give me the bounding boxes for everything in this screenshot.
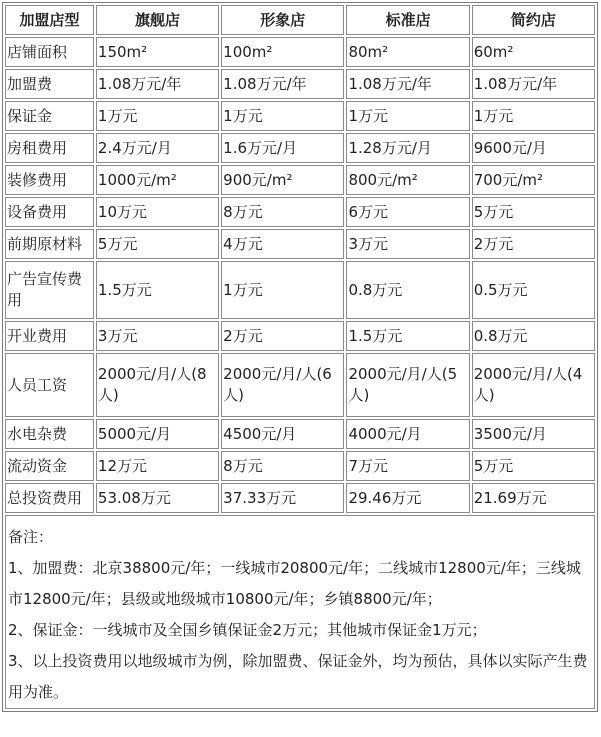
table-cell: 9600元/月	[472, 133, 595, 163]
table-cell: 21.69万元	[472, 483, 595, 513]
table-cell: 1.5万元	[346, 321, 469, 351]
table-row	[5, 261, 595, 319]
row-label: 开业费用	[5, 321, 94, 351]
note-item: 3、以上投资费用以地级城市为例，除加盟费、保证金外，均为预估，具体以实际产生费用为准。	[8, 652, 588, 701]
table-cell: 5万元	[472, 451, 595, 481]
table-cell: 1万元	[221, 261, 344, 319]
row-label: 广告宣传费用	[5, 261, 94, 319]
row-label: 保证金	[5, 101, 94, 131]
table-cell: 1.08万元/年	[346, 69, 469, 99]
row-label: 流动资金	[5, 451, 94, 481]
note-item: 1、加盟费：北京38800元/年；一线城市20800元/年；二线城市12800元/年；三线城市12800元/年；县级或地级城市10800元/年；乡镇8800元/年；	[8, 559, 581, 608]
header-cell-store-type: 加盟店型	[5, 5, 94, 35]
table-cell: 100m²	[221, 37, 344, 67]
table-row	[5, 483, 595, 513]
notes-heading: 备注：	[8, 528, 54, 546]
row-label: 加盟费	[5, 69, 94, 99]
table-cell: 2000元/月/人(5人)	[346, 353, 469, 417]
table-cell: 1.6万元/月	[221, 133, 344, 163]
table-cell: 4500元/月	[221, 419, 344, 449]
table-cell: 150m²	[96, 37, 219, 67]
table-cell: 1万元	[96, 101, 219, 131]
table-cell: 12万元	[96, 451, 219, 481]
header-cell-image: 形象店	[221, 5, 344, 35]
table-cell: 3万元	[346, 229, 469, 259]
table-cell: 900元/m²	[221, 165, 344, 195]
table-cell: 37.33万元	[221, 483, 344, 513]
franchise-cost-table	[2, 2, 598, 712]
row-label: 装修费用	[5, 165, 94, 195]
table-cell: 1万元	[472, 101, 595, 131]
table-cell: 1.08万元/年	[221, 69, 344, 99]
header-cell-simple: 简约店	[472, 5, 595, 35]
table-cell: 6万元	[346, 197, 469, 227]
table-cell: 1.08万元/年	[472, 69, 595, 99]
table-cell: 1万元	[221, 101, 344, 131]
table-cell: 60m²	[472, 37, 595, 67]
table-cell: 2万元	[472, 229, 595, 259]
table-cell: 3500元/月	[472, 419, 595, 449]
table-cell: 80m²	[346, 37, 469, 67]
table-cell: 2000元/月/人(8人)	[96, 353, 219, 417]
table-cell: 4万元	[221, 229, 344, 259]
table-cell: 4000元/月	[346, 419, 469, 449]
table-wrapper	[2, 2, 598, 734]
table-cell: 2.4万元/月	[96, 133, 219, 163]
header-cell-standard: 标准店	[346, 5, 469, 35]
note-item: 2、保证金：一线城市及全国乡镇保证金2万元；其他城市保证金1万元；	[8, 621, 487, 639]
table-cell: 53.08万元	[96, 483, 219, 513]
table-row	[5, 133, 595, 163]
table-cell: 2000元/月/人(6人)	[221, 353, 344, 417]
table-cell: 29.46万元	[346, 483, 469, 513]
table-cell: 5万元	[472, 197, 595, 227]
table-cell: 10万元	[96, 197, 219, 227]
table-cell: 1000元/m²	[96, 165, 219, 195]
row-label: 店铺面积	[5, 37, 94, 67]
table-row	[5, 321, 595, 351]
row-label: 设备费用	[5, 197, 94, 227]
table-row	[5, 451, 595, 481]
notes-row	[5, 515, 595, 709]
table-cell: 5000元/月	[96, 419, 219, 449]
header-cell-flagship: 旗舰店	[96, 5, 219, 35]
row-label: 水电杂费	[5, 419, 94, 449]
table-cell: 2万元	[221, 321, 344, 351]
table-row	[5, 419, 595, 449]
table-cell: 7万元	[346, 451, 469, 481]
table-cell: 0.5万元	[472, 261, 595, 319]
table-row	[5, 37, 595, 67]
table-row	[5, 353, 595, 417]
table-cell: 8万元	[221, 451, 344, 481]
table-cell: 3万元	[96, 321, 219, 351]
table-cell: 5万元	[96, 229, 219, 259]
row-label: 房租费用	[5, 133, 94, 163]
table-cell: 1.28万元/月	[346, 133, 469, 163]
table-cell: 0.8万元	[472, 321, 595, 351]
table-row	[5, 69, 595, 99]
table-row	[5, 197, 595, 227]
table-cell: 0.8万元	[346, 261, 469, 319]
table-cell: 1万元	[346, 101, 469, 131]
table-cell: 2000元/月/人(4人)	[472, 353, 595, 417]
table-cell: 8万元	[221, 197, 344, 227]
table-row	[5, 229, 595, 259]
table-cell: 1.5万元	[96, 261, 219, 319]
notes-cell	[5, 515, 595, 709]
row-label: 人员工资	[5, 353, 94, 417]
header-row	[5, 5, 595, 35]
table-cell: 800元/m²	[346, 165, 469, 195]
table-cell: 1.08万元/年	[96, 69, 219, 99]
table-cell: 700元/m²	[472, 165, 595, 195]
table-row	[5, 165, 595, 195]
table-row	[5, 101, 595, 131]
row-label: 总投资费用	[5, 483, 94, 513]
row-label: 前期原材料	[5, 229, 94, 259]
